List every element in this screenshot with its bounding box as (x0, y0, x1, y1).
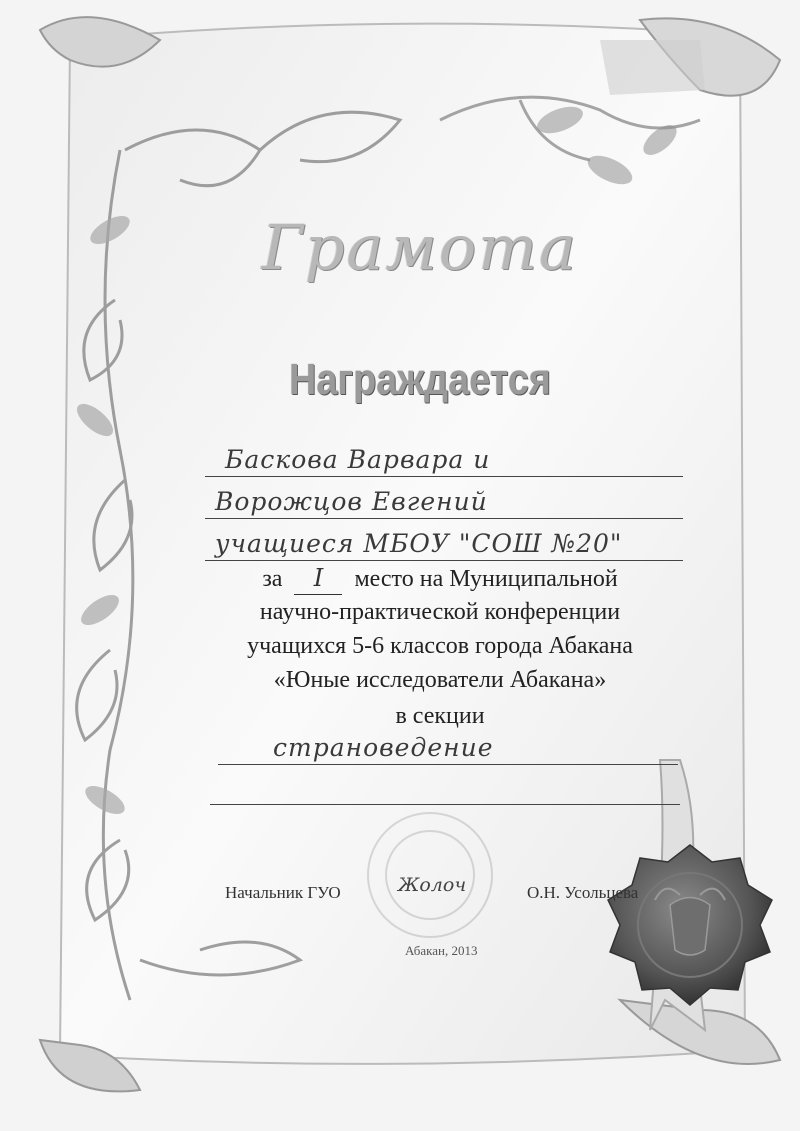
place-line (150, 562, 730, 595)
signer-name: О.Н. Усольцева (527, 883, 639, 902)
place-prefix: за (262, 566, 283, 592)
section-label: в секции (395, 703, 485, 729)
place-suffix: место на Муниципальной (354, 566, 618, 592)
section-value: страноведение (273, 733, 494, 762)
body-line-4: «Юные исследователи Абакана» (273, 667, 607, 693)
recipient-name-2: Ворожцов Евгений (215, 487, 488, 516)
recipient-name-1: Баскова Варвара и (225, 445, 491, 474)
recipient-line-1 (205, 442, 683, 477)
section-line (218, 730, 678, 765)
recipient-school: учащиеся МБОУ "СОШ №20" (215, 529, 623, 558)
body-line-2: научно-практической конференции (259, 599, 621, 625)
recipient-line-3 (205, 526, 683, 561)
signer-title: Начальник ГУО (225, 883, 341, 902)
place-value: I (294, 562, 342, 595)
awarded-heading: Награждается (289, 355, 551, 404)
signature: Жолоч (398, 874, 467, 896)
city-year: Абакан, 2013 (405, 943, 478, 958)
body-line-3: учащихся 5-6 классов города Абакана (247, 633, 633, 659)
recipient-line-2 (205, 484, 683, 519)
blank-line (210, 770, 680, 805)
certificate-title: Грамота (261, 211, 579, 284)
